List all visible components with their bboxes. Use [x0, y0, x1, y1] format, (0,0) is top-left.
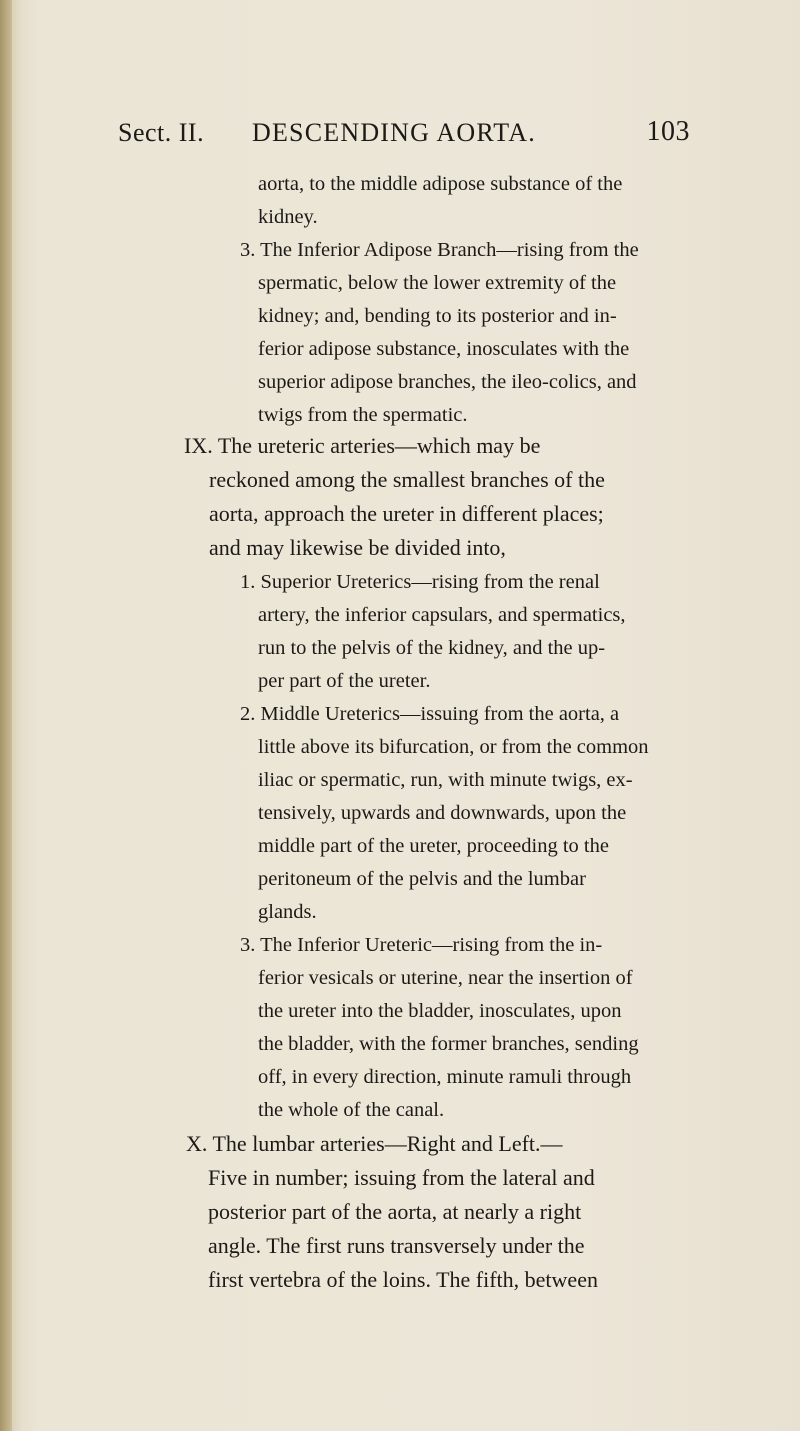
- text-line: reckoned among the smallest branches of the: [209, 467, 605, 492]
- text-line: middle part of the ureter, proceeding to the: [258, 835, 609, 857]
- text-line: per part of the ureter.: [258, 670, 431, 692]
- text-line: IX. The ureteric arteries—which may be: [184, 433, 541, 458]
- page-gutter: [0, 0, 12, 1431]
- text-line: posterior part of the aorta, at nearly a right: [208, 1199, 582, 1224]
- text-line: 3. The Inferior Adipose Branch—rising from the: [240, 239, 639, 261]
- text-line: artery, the inferior capsulars, and spermatics,: [258, 604, 626, 626]
- text-line: aorta, to the middle adipose substance of the: [258, 173, 623, 195]
- text-line: 2. Middle Ureterics—issuing from the aorta, a: [240, 703, 620, 725]
- text-line: angle. The first runs transversely under the: [208, 1233, 585, 1258]
- text-line: off, in every direction, minute ramuli through: [258, 1066, 632, 1088]
- text-line: spermatic, below the lower extremity of the: [258, 272, 617, 294]
- text-line: tensively, upwards and downwards, upon the: [258, 802, 627, 824]
- text-line: kidney; and, bending to its posterior and in-: [258, 305, 617, 327]
- text-line: iliac or spermatic, run, with minute twigs, ex-: [258, 769, 633, 791]
- section-label: Sect. II.: [118, 118, 205, 147]
- text-line: run to the pelvis of the kidney, and the up-: [258, 637, 606, 659]
- text-line: the ureter into the bladder, inosculates, upon: [258, 1000, 622, 1022]
- running-title: DESCENDING AORTA.: [252, 118, 536, 147]
- text-line: ferior adipose substance, inosculates with the: [258, 338, 630, 360]
- text-line: twigs from the spermatic.: [258, 404, 468, 426]
- text-line: peritoneum of the pelvis and the lumbar: [258, 868, 586, 890]
- text-line: kidney.: [258, 206, 318, 228]
- text-line: superior adipose branches, the ileo-colics, and: [258, 371, 637, 393]
- text-line: 1. Superior Ureterics—rising from the renal: [240, 571, 600, 593]
- text-line: the whole of the canal.: [258, 1099, 445, 1121]
- text-line: 3. The Inferior Ureteric—rising from the in-: [240, 934, 603, 956]
- text-line: ferior vesicals or uterine, near the insertion of: [258, 967, 633, 989]
- text-line: aorta, approach the ureter in different places;: [209, 501, 604, 526]
- text-line: Five in number; issuing from the lateral and: [208, 1165, 595, 1190]
- text-line: little above its bifurcation, or from the common: [258, 736, 649, 758]
- text-line: glands.: [258, 901, 317, 923]
- page-number: 103: [646, 116, 690, 147]
- text-line: the bladder, with the former branches, sending: [258, 1033, 639, 1055]
- text-line: and may likewise be divided into,: [209, 535, 506, 560]
- text-line: first vertebra of the loins. The fifth, between: [208, 1267, 598, 1292]
- running-header: [118, 118, 690, 154]
- text-line: X. The lumbar arteries—Right and Left.—: [186, 1131, 563, 1156]
